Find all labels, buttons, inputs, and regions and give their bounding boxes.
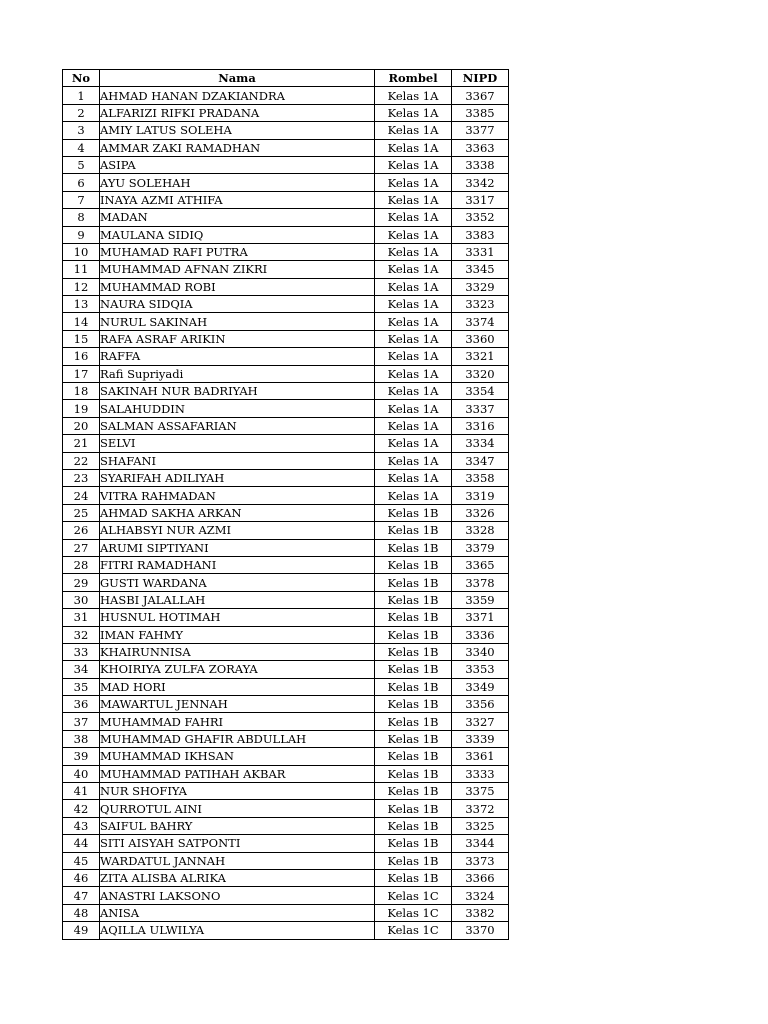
cell-nama: MAWARTUL JENNAH xyxy=(100,696,375,713)
cell-nipd: 3339 xyxy=(452,730,509,747)
cell-rombel: Kelas 1B xyxy=(375,556,452,573)
cell-nipd: 3333 xyxy=(452,765,509,782)
table-row xyxy=(63,313,509,330)
cell-nama: SAKINAH NUR BADRIYAH xyxy=(100,383,375,400)
cell-rombel: Kelas 1A xyxy=(375,243,452,260)
header-no: No xyxy=(63,70,100,87)
cell-no: 5 xyxy=(63,156,100,173)
cell-rombel: Kelas 1A xyxy=(375,278,452,295)
cell-rombel: Kelas 1B xyxy=(375,504,452,521)
table-row xyxy=(63,626,509,643)
cell-nama: MUHAMMAD FAHRI xyxy=(100,713,375,730)
table-row xyxy=(63,243,509,260)
cell-no: 23 xyxy=(63,469,100,486)
cell-nipd: 3371 xyxy=(452,609,509,626)
cell-rombel: Kelas 1A xyxy=(375,487,452,504)
cell-no: 45 xyxy=(63,852,100,869)
cell-nama: HASBI JALALLAH xyxy=(100,591,375,608)
cell-no: 37 xyxy=(63,713,100,730)
cell-rombel: Kelas 1A xyxy=(375,209,452,226)
cell-nama: SALAHUDDIN xyxy=(100,400,375,417)
cell-nama: FITRI RAMADHANI xyxy=(100,556,375,573)
cell-rombel: Kelas 1B xyxy=(375,852,452,869)
cell-nama: MADAN xyxy=(100,209,375,226)
table-row xyxy=(63,226,509,243)
table-row xyxy=(63,435,509,452)
cell-rombel: Kelas 1B xyxy=(375,591,452,608)
cell-nipd: 3336 xyxy=(452,626,509,643)
table-row xyxy=(63,156,509,173)
cell-no: 7 xyxy=(63,191,100,208)
cell-nipd: 3373 xyxy=(452,852,509,869)
table-row xyxy=(63,817,509,834)
cell-rombel: Kelas 1B xyxy=(375,678,452,695)
cell-nama: KHAIRUNNISA xyxy=(100,643,375,660)
cell-no: 13 xyxy=(63,296,100,313)
table-row xyxy=(63,800,509,817)
cell-rombel: Kelas 1A xyxy=(375,156,452,173)
cell-no: 9 xyxy=(63,226,100,243)
header-nama: Nama xyxy=(100,70,375,87)
table-row xyxy=(63,643,509,660)
cell-nipd: 3325 xyxy=(452,817,509,834)
cell-nama: HUSNUL HOTIMAH xyxy=(100,609,375,626)
cell-rombel: Kelas 1A xyxy=(375,365,452,382)
cell-rombel: Kelas 1B xyxy=(375,748,452,765)
cell-rombel: Kelas 1A xyxy=(375,400,452,417)
cell-nama: ANISA xyxy=(100,904,375,921)
cell-no: 24 xyxy=(63,487,100,504)
table-row xyxy=(63,730,509,747)
cell-nama: AHMAD HANAN DZAKIANDRA xyxy=(100,87,375,104)
cell-nama: MUHAMMAD ROBI xyxy=(100,278,375,295)
cell-no: 10 xyxy=(63,243,100,260)
cell-no: 17 xyxy=(63,365,100,382)
table-row xyxy=(63,348,509,365)
cell-no: 42 xyxy=(63,800,100,817)
cell-nama: AMMAR ZAKI RAMADHAN xyxy=(100,139,375,156)
table-row xyxy=(63,104,509,121)
cell-rombel: Kelas 1B xyxy=(375,522,452,539)
cell-no: 29 xyxy=(63,574,100,591)
cell-no: 20 xyxy=(63,417,100,434)
cell-no: 49 xyxy=(63,922,100,939)
table-header xyxy=(63,70,509,87)
cell-nama: VITRA RAHMADAN xyxy=(100,487,375,504)
cell-nipd: 3345 xyxy=(452,261,509,278)
cell-rombel: Kelas 1A xyxy=(375,226,452,243)
cell-nama: RAFA ASRAF ARIKIN xyxy=(100,330,375,347)
cell-no: 38 xyxy=(63,730,100,747)
cell-rombel: Kelas 1A xyxy=(375,261,452,278)
cell-rombel: Kelas 1B xyxy=(375,609,452,626)
cell-no: 39 xyxy=(63,748,100,765)
cell-nama: NUR SHOFIYA xyxy=(100,783,375,800)
cell-rombel: Kelas 1C xyxy=(375,904,452,921)
cell-no: 21 xyxy=(63,435,100,452)
cell-nama: GUSTI WARDANA xyxy=(100,574,375,591)
header-rombel: Rombel xyxy=(375,70,452,87)
table-row xyxy=(63,365,509,382)
cell-no: 44 xyxy=(63,835,100,852)
cell-rombel: Kelas 1B xyxy=(375,783,452,800)
cell-no: 43 xyxy=(63,817,100,834)
cell-nama: SHAFANI xyxy=(100,452,375,469)
table-row xyxy=(63,330,509,347)
cell-nipd: 3367 xyxy=(452,87,509,104)
cell-no: 35 xyxy=(63,678,100,695)
cell-nama: RAFFA xyxy=(100,348,375,365)
cell-nama: Rafi Supriyadi xyxy=(100,365,375,382)
cell-nama: MUHAMMAD IKHSAN xyxy=(100,748,375,765)
cell-no: 25 xyxy=(63,504,100,521)
cell-rombel: Kelas 1B xyxy=(375,539,452,556)
cell-no: 41 xyxy=(63,783,100,800)
cell-nipd: 3370 xyxy=(452,922,509,939)
cell-nama: WARDATUL JANNAH xyxy=(100,852,375,869)
cell-rombel: Kelas 1B xyxy=(375,574,452,591)
cell-rombel: Kelas 1C xyxy=(375,922,452,939)
cell-no: 33 xyxy=(63,643,100,660)
cell-no: 19 xyxy=(63,400,100,417)
cell-rombel: Kelas 1B xyxy=(375,835,452,852)
cell-no: 48 xyxy=(63,904,100,921)
cell-nama: IMAN FAHMY xyxy=(100,626,375,643)
table-row xyxy=(63,609,509,626)
cell-nama: ZITA ALISBA ALRIKA xyxy=(100,869,375,886)
cell-nama: MAULANA SIDIQ xyxy=(100,226,375,243)
cell-nipd: 3383 xyxy=(452,226,509,243)
table-row xyxy=(63,783,509,800)
cell-no: 36 xyxy=(63,696,100,713)
cell-rombel: Kelas 1A xyxy=(375,452,452,469)
header-nipd: NIPD xyxy=(452,70,509,87)
table-row xyxy=(63,539,509,556)
cell-rombel: Kelas 1C xyxy=(375,887,452,904)
cell-no: 12 xyxy=(63,278,100,295)
cell-nipd: 3331 xyxy=(452,243,509,260)
cell-no: 2 xyxy=(63,104,100,121)
cell-nipd: 3359 xyxy=(452,591,509,608)
cell-no: 11 xyxy=(63,261,100,278)
cell-nama: MAD HORI xyxy=(100,678,375,695)
table-row xyxy=(63,122,509,139)
cell-nipd: 3334 xyxy=(452,435,509,452)
cell-rombel: Kelas 1A xyxy=(375,348,452,365)
cell-nipd: 3329 xyxy=(452,278,509,295)
table-row xyxy=(63,87,509,104)
table-row xyxy=(63,209,509,226)
cell-no: 46 xyxy=(63,869,100,886)
cell-nama: MUHAMAD RAFI PUTRA xyxy=(100,243,375,260)
cell-nama: ALHABSYI NUR AZMI xyxy=(100,522,375,539)
cell-rombel: Kelas 1A xyxy=(375,313,452,330)
table-row xyxy=(63,417,509,434)
cell-nipd: 3374 xyxy=(452,313,509,330)
cell-nipd: 3363 xyxy=(452,139,509,156)
table-row xyxy=(63,904,509,921)
cell-nama: SAIFUL BAHRY xyxy=(100,817,375,834)
cell-no: 1 xyxy=(63,87,100,104)
cell-no: 28 xyxy=(63,556,100,573)
cell-nama: MUHAMMAD PATIHAH AKBAR xyxy=(100,765,375,782)
header-row xyxy=(63,70,509,87)
cell-nama: AQILLA ULWILYA xyxy=(100,922,375,939)
table-row xyxy=(63,383,509,400)
cell-nama: ARUMI SIPTIYANI xyxy=(100,539,375,556)
cell-nama: QURROTUL AINI xyxy=(100,800,375,817)
cell-no: 3 xyxy=(63,122,100,139)
cell-no: 27 xyxy=(63,539,100,556)
table-row xyxy=(63,261,509,278)
cell-nipd: 3352 xyxy=(452,209,509,226)
table-row xyxy=(63,869,509,886)
cell-nipd: 3360 xyxy=(452,330,509,347)
cell-rombel: Kelas 1B xyxy=(375,713,452,730)
cell-nipd: 3344 xyxy=(452,835,509,852)
cell-no: 15 xyxy=(63,330,100,347)
cell-nama: SALMAN ASSAFARIAN xyxy=(100,417,375,434)
cell-rombel: Kelas 1B xyxy=(375,730,452,747)
table-row xyxy=(63,835,509,852)
cell-nipd: 3379 xyxy=(452,539,509,556)
cell-rombel: Kelas 1A xyxy=(375,139,452,156)
cell-nipd: 3324 xyxy=(452,887,509,904)
cell-nama: NAURA SIDQIA xyxy=(100,296,375,313)
cell-rombel: Kelas 1B xyxy=(375,643,452,660)
cell-no: 31 xyxy=(63,609,100,626)
cell-no: 16 xyxy=(63,348,100,365)
cell-nipd: 3378 xyxy=(452,574,509,591)
table-row xyxy=(63,191,509,208)
cell-nipd: 3328 xyxy=(452,522,509,539)
cell-nipd: 3366 xyxy=(452,869,509,886)
cell-nipd: 3361 xyxy=(452,748,509,765)
table-row xyxy=(63,504,509,521)
table-row xyxy=(63,696,509,713)
cell-nipd: 3317 xyxy=(452,191,509,208)
cell-rombel: Kelas 1A xyxy=(375,435,452,452)
cell-nipd: 3337 xyxy=(452,400,509,417)
cell-nipd: 3316 xyxy=(452,417,509,434)
table-row xyxy=(63,487,509,504)
cell-nama: MUHAMMAD AFNAN ZIKRI xyxy=(100,261,375,278)
cell-nama: SELVI xyxy=(100,435,375,452)
cell-nipd: 3385 xyxy=(452,104,509,121)
cell-no: 4 xyxy=(63,139,100,156)
cell-rombel: Kelas 1B xyxy=(375,765,452,782)
cell-nipd: 3382 xyxy=(452,904,509,921)
cell-nipd: 3338 xyxy=(452,156,509,173)
table-row xyxy=(63,852,509,869)
table-row xyxy=(63,522,509,539)
cell-nipd: 3323 xyxy=(452,296,509,313)
table-row xyxy=(63,400,509,417)
cell-nipd: 3354 xyxy=(452,383,509,400)
table-row xyxy=(63,713,509,730)
cell-no: 14 xyxy=(63,313,100,330)
cell-no: 26 xyxy=(63,522,100,539)
cell-nipd: 3353 xyxy=(452,661,509,678)
cell-no: 40 xyxy=(63,765,100,782)
table-body xyxy=(63,87,509,939)
cell-nama: AYU SOLEHAH xyxy=(100,174,375,191)
cell-nama: MUHAMMAD GHAFIR ABDULLAH xyxy=(100,730,375,747)
cell-nipd: 3377 xyxy=(452,122,509,139)
cell-rombel: Kelas 1A xyxy=(375,469,452,486)
cell-rombel: Kelas 1A xyxy=(375,104,452,121)
cell-no: 18 xyxy=(63,383,100,400)
table-row xyxy=(63,139,509,156)
cell-nipd: 3340 xyxy=(452,643,509,660)
cell-no: 22 xyxy=(63,452,100,469)
cell-nama: AMIY LATUS SOLEHA xyxy=(100,122,375,139)
table-row xyxy=(63,556,509,573)
cell-nipd: 3326 xyxy=(452,504,509,521)
cell-rombel: Kelas 1A xyxy=(375,330,452,347)
cell-rombel: Kelas 1A xyxy=(375,383,452,400)
cell-nama: AHMAD SAKHA ARKAN xyxy=(100,504,375,521)
cell-no: 6 xyxy=(63,174,100,191)
cell-rombel: Kelas 1A xyxy=(375,191,452,208)
table-row xyxy=(63,922,509,939)
cell-rombel: Kelas 1B xyxy=(375,800,452,817)
table-row xyxy=(63,296,509,313)
cell-nama: ANASTRI LAKSONO xyxy=(100,887,375,904)
table-row xyxy=(63,452,509,469)
table-row xyxy=(63,887,509,904)
table-row xyxy=(63,469,509,486)
cell-rombel: Kelas 1A xyxy=(375,87,452,104)
table-row xyxy=(63,765,509,782)
cell-nipd: 3375 xyxy=(452,783,509,800)
cell-no: 8 xyxy=(63,209,100,226)
cell-rombel: Kelas 1B xyxy=(375,817,452,834)
cell-rombel: Kelas 1B xyxy=(375,626,452,643)
table-row xyxy=(63,661,509,678)
cell-nipd: 3320 xyxy=(452,365,509,382)
cell-rombel: Kelas 1A xyxy=(375,122,452,139)
table-row xyxy=(63,678,509,695)
student-table xyxy=(62,69,509,940)
table-row xyxy=(63,591,509,608)
cell-rombel: Kelas 1B xyxy=(375,696,452,713)
cell-no: 34 xyxy=(63,661,100,678)
cell-rombel: Kelas 1A xyxy=(375,417,452,434)
cell-nama: ASIPA xyxy=(100,156,375,173)
cell-no: 47 xyxy=(63,887,100,904)
cell-nipd: 3319 xyxy=(452,487,509,504)
cell-rombel: Kelas 1A xyxy=(375,296,452,313)
table-row xyxy=(63,574,509,591)
table-row xyxy=(63,748,509,765)
cell-nipd: 3356 xyxy=(452,696,509,713)
cell-nipd: 3372 xyxy=(452,800,509,817)
table-row xyxy=(63,174,509,191)
cell-rombel: Kelas 1B xyxy=(375,661,452,678)
cell-nama: ALFARIZI RIFKI PRADANA xyxy=(100,104,375,121)
cell-nama: SYARIFAH ADILIYAH xyxy=(100,469,375,486)
cell-nipd: 3327 xyxy=(452,713,509,730)
cell-nipd: 3347 xyxy=(452,452,509,469)
cell-nipd: 3349 xyxy=(452,678,509,695)
cell-rombel: Kelas 1B xyxy=(375,869,452,886)
cell-nama: SITI AISYAH SATPONTI xyxy=(100,835,375,852)
cell-nipd: 3342 xyxy=(452,174,509,191)
cell-no: 30 xyxy=(63,591,100,608)
cell-nama: INAYA AZMI ATHIFA xyxy=(100,191,375,208)
table-row xyxy=(63,278,509,295)
cell-rombel: Kelas 1A xyxy=(375,174,452,191)
cell-no: 32 xyxy=(63,626,100,643)
cell-nipd: 3358 xyxy=(452,469,509,486)
cell-nama: NURUL SAKINAH xyxy=(100,313,375,330)
cell-nipd: 3365 xyxy=(452,556,509,573)
cell-nama: KHOIRIYA ZULFA ZORAYA xyxy=(100,661,375,678)
cell-nipd: 3321 xyxy=(452,348,509,365)
